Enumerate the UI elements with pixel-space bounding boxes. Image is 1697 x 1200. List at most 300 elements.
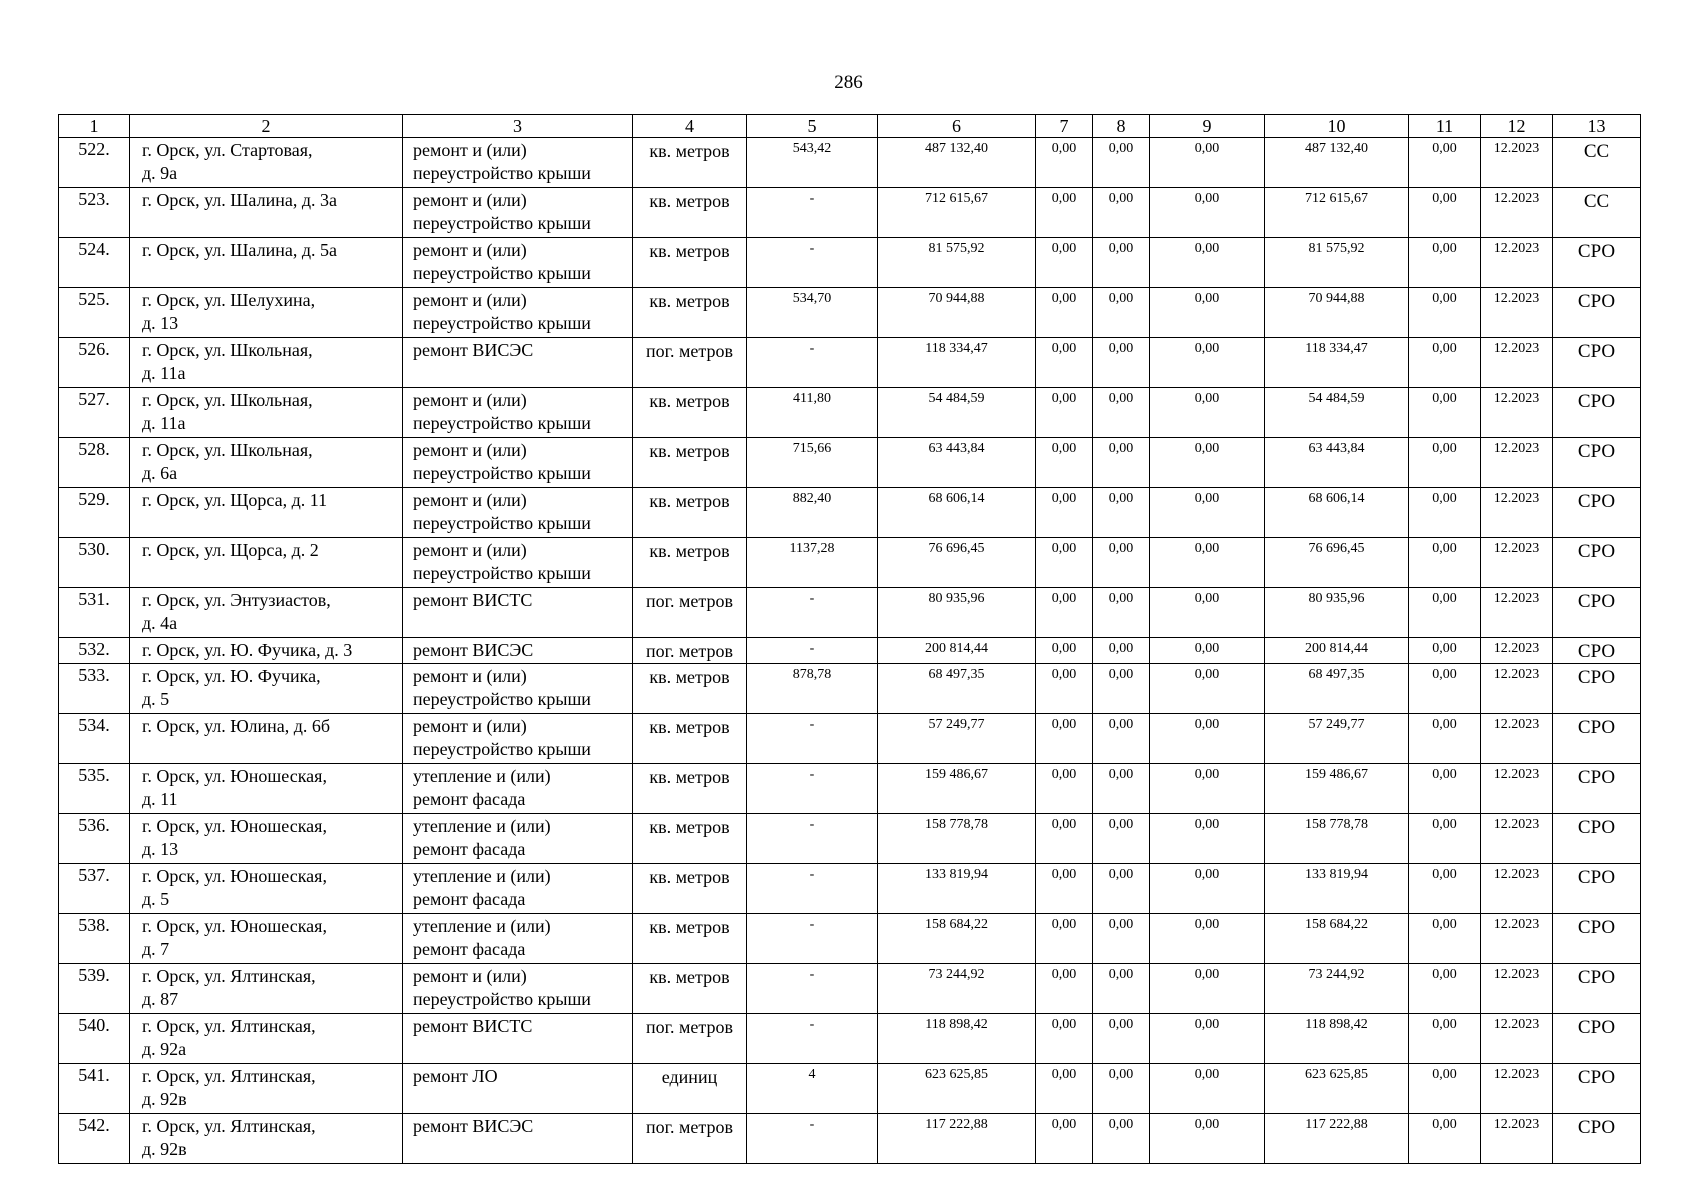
table-row (59, 1064, 1641, 1114)
address-line: г. Орск, ул. Ю. Фучика, д. 3 (142, 640, 353, 660)
address-line: г. Орск, ул. Шелухина, (142, 290, 316, 310)
table-row (59, 588, 1641, 638)
col7-cell: 0,00 (1036, 238, 1093, 288)
col7-cell: 0,00 (1036, 1064, 1093, 1114)
col11-cell: 0,00 (1409, 488, 1481, 538)
funding-source-cell: СРО (1553, 1014, 1641, 1064)
address-line: д. 9а (142, 163, 178, 183)
quantity-cell: - (747, 1114, 878, 1164)
completion-date-cell: 12.2023 (1481, 238, 1553, 288)
col9-cell: 0,00 (1150, 438, 1265, 488)
col8-cell: 0,00 (1093, 814, 1150, 864)
col11-cell: 0,00 (1409, 1114, 1481, 1164)
column-header-3: 3 (403, 115, 633, 138)
address-cell (130, 1014, 403, 1064)
address-line: г. Орск, ул. Юношеская, (142, 916, 327, 936)
col10-cell: 487 132,40 (1265, 138, 1409, 188)
total-cost-cell: 623 625,85 (878, 1064, 1036, 1114)
column-header-2: 2 (130, 115, 403, 138)
col7-cell: 0,00 (1036, 638, 1093, 664)
col7-cell: 0,00 (1036, 964, 1093, 1014)
work-type-cell (403, 964, 633, 1014)
address-cell (130, 864, 403, 914)
total-cost-cell: 159 486,67 (878, 764, 1036, 814)
row-number-cell: 527. (59, 388, 130, 438)
funding-source-cell: СРО (1553, 338, 1641, 388)
address-cell (130, 638, 403, 664)
col9-cell: 0,00 (1150, 388, 1265, 438)
address-line: д. 11а (142, 413, 186, 433)
work-type-line: переустройство крыши (413, 563, 591, 583)
unit-cell: кв. метров (633, 488, 747, 538)
work-type-line: ремонт и (или) (413, 290, 527, 310)
total-cost-cell: 63 443,84 (878, 438, 1036, 488)
col7-cell: 0,00 (1036, 1114, 1093, 1164)
work-type-cell (403, 864, 633, 914)
col8-cell: 0,00 (1093, 864, 1150, 914)
quantity-cell: - (747, 238, 878, 288)
row-number-cell: 536. (59, 814, 130, 864)
quantity-cell: - (747, 588, 878, 638)
address-line: г. Орск, ул. Ялтинская, (142, 1066, 316, 1086)
row-number-cell: 525. (59, 288, 130, 338)
address-line: д. 87 (142, 989, 179, 1009)
address-line: д. 6а (142, 463, 178, 483)
quantity-cell: - (747, 864, 878, 914)
total-cost-cell: 70 944,88 (878, 288, 1036, 338)
col7-cell: 0,00 (1036, 914, 1093, 964)
completion-date-cell: 12.2023 (1481, 1114, 1553, 1164)
col8-cell: 0,00 (1093, 1014, 1150, 1064)
work-type-line: утепление и (или) (413, 816, 551, 836)
work-type-line: ремонт ВИСЭС (413, 640, 534, 660)
col7-cell: 0,00 (1036, 588, 1093, 638)
col11-cell: 0,00 (1409, 288, 1481, 338)
table-row (59, 714, 1641, 764)
work-type-cell (403, 388, 633, 438)
col7-cell: 0,00 (1036, 714, 1093, 764)
work-type-cell (403, 188, 633, 238)
funding-source-cell: СРО (1553, 714, 1641, 764)
address-line: д. 5 (142, 889, 170, 909)
work-type-cell (403, 138, 633, 188)
col10-cell: 73 244,92 (1265, 964, 1409, 1014)
address-line: г. Орск, ул. Шалина, д. 5а (142, 240, 337, 260)
row-number-cell: 539. (59, 964, 130, 1014)
col11-cell: 0,00 (1409, 764, 1481, 814)
table-row (59, 864, 1641, 914)
address-cell (130, 188, 403, 238)
address-line: г. Орск, ул. Стартовая, (142, 140, 313, 160)
completion-date-cell: 12.2023 (1481, 588, 1553, 638)
col10-cell: 81 575,92 (1265, 238, 1409, 288)
col9-cell: 0,00 (1150, 764, 1265, 814)
funding-source-cell: СРО (1553, 638, 1641, 664)
work-type-cell (403, 288, 633, 338)
quantity-cell: - (747, 188, 878, 238)
table-row (59, 814, 1641, 864)
col10-cell: 200 814,44 (1265, 638, 1409, 664)
work-type-cell (403, 438, 633, 488)
col7-cell: 0,00 (1036, 1014, 1093, 1064)
work-type-line: ремонт ВИСЭС (413, 1116, 534, 1136)
col8-cell: 0,00 (1093, 664, 1150, 714)
unit-cell: кв. метров (633, 188, 747, 238)
work-type-line: переустройство крыши (413, 739, 591, 759)
work-type-line: ремонт и (или) (413, 666, 527, 686)
col9-cell: 0,00 (1150, 588, 1265, 638)
table-row (59, 338, 1641, 388)
work-type-cell (403, 1064, 633, 1114)
quantity-cell: 543,42 (747, 138, 878, 188)
col11-cell: 0,00 (1409, 1014, 1481, 1064)
completion-date-cell: 12.2023 (1481, 1064, 1553, 1114)
col10-cell: 117 222,88 (1265, 1114, 1409, 1164)
col8-cell: 0,00 (1093, 388, 1150, 438)
repair-registry-table (58, 114, 1641, 1164)
quantity-cell: 878,78 (747, 664, 878, 714)
address-line: г. Орск, ул. Ялтинская, (142, 1016, 316, 1036)
total-cost-cell: 57 249,77 (878, 714, 1036, 764)
unit-cell: пог. метров (633, 1114, 747, 1164)
unit-cell: кв. метров (633, 288, 747, 338)
unit-cell: кв. метров (633, 664, 747, 714)
total-cost-cell: 118 898,42 (878, 1014, 1036, 1064)
work-type-line: ремонт и (или) (413, 716, 527, 736)
quantity-cell: 715,66 (747, 438, 878, 488)
address-line: г. Орск, ул. Щорса, д. 2 (142, 540, 319, 560)
col9-cell: 0,00 (1150, 964, 1265, 1014)
total-cost-cell: 76 696,45 (878, 538, 1036, 588)
work-type-line: ремонт фасада (413, 939, 526, 959)
col10-cell: 68 606,14 (1265, 488, 1409, 538)
table-row (59, 488, 1641, 538)
col7-cell: 0,00 (1036, 538, 1093, 588)
col7-cell: 0,00 (1036, 138, 1093, 188)
quantity-cell: 411,80 (747, 388, 878, 438)
column-header-7: 7 (1036, 115, 1093, 138)
funding-source-cell: СРО (1553, 964, 1641, 1014)
work-type-line: ремонт ВИСТС (413, 590, 533, 610)
address-cell (130, 488, 403, 538)
col10-cell: 159 486,67 (1265, 764, 1409, 814)
table-body (59, 138, 1641, 1164)
col11-cell: 0,00 (1409, 864, 1481, 914)
work-type-line: ремонт и (или) (413, 966, 527, 986)
col8-cell: 0,00 (1093, 1064, 1150, 1114)
funding-source-cell: СРО (1553, 1114, 1641, 1164)
address-line: г. Орск, ул. Школьная, (142, 440, 313, 460)
col9-cell: 0,00 (1150, 288, 1265, 338)
address-line: д. 4а (142, 613, 178, 633)
row-number-cell: 542. (59, 1114, 130, 1164)
col10-cell: 54 484,59 (1265, 388, 1409, 438)
row-number-cell: 531. (59, 588, 130, 638)
work-type-line: ремонт и (или) (413, 440, 527, 460)
total-cost-cell: 133 819,94 (878, 864, 1036, 914)
address-line: г. Орск, ул. Школьная, (142, 390, 313, 410)
work-type-line: ремонт и (или) (413, 540, 527, 560)
completion-date-cell: 12.2023 (1481, 1014, 1553, 1064)
funding-source-cell: СРО (1553, 664, 1641, 714)
address-cell (130, 1114, 403, 1164)
quantity-cell: - (747, 1014, 878, 1064)
completion-date-cell: 12.2023 (1481, 288, 1553, 338)
total-cost-cell: 117 222,88 (878, 1114, 1036, 1164)
table-row (59, 638, 1641, 664)
address-line: г. Орск, ул. Щорса, д. 11 (142, 490, 328, 510)
funding-source-cell: СРО (1553, 864, 1641, 914)
address-line: г. Орск, ул. Ю. Фучика, (142, 666, 321, 686)
column-header-5: 5 (747, 115, 878, 138)
funding-source-cell: СРО (1553, 588, 1641, 638)
col8-cell: 0,00 (1093, 188, 1150, 238)
col11-cell: 0,00 (1409, 238, 1481, 288)
unit-cell: единиц (633, 1064, 747, 1114)
total-cost-cell: 158 684,22 (878, 914, 1036, 964)
address-line: д. 13 (142, 313, 179, 333)
funding-source-cell: СРО (1553, 1064, 1641, 1114)
col11-cell: 0,00 (1409, 138, 1481, 188)
address-line: г. Орск, ул. Юношеская, (142, 866, 327, 886)
row-number-cell: 538. (59, 914, 130, 964)
col9-cell: 0,00 (1150, 188, 1265, 238)
col7-cell: 0,00 (1036, 488, 1093, 538)
col8-cell: 0,00 (1093, 764, 1150, 814)
row-number-cell: 522. (59, 138, 130, 188)
completion-date-cell: 12.2023 (1481, 438, 1553, 488)
work-type-cell (403, 538, 633, 588)
col10-cell: 68 497,35 (1265, 664, 1409, 714)
completion-date-cell: 12.2023 (1481, 764, 1553, 814)
work-type-cell (403, 1014, 633, 1064)
unit-cell: пог. метров (633, 1014, 747, 1064)
funding-source-cell: СС (1553, 138, 1641, 188)
row-number-cell: 533. (59, 664, 130, 714)
table-row (59, 288, 1641, 338)
col9-cell: 0,00 (1150, 914, 1265, 964)
column-header-11: 11 (1409, 115, 1481, 138)
unit-cell: кв. метров (633, 714, 747, 764)
col10-cell: 118 334,47 (1265, 338, 1409, 388)
address-line: г. Орск, ул. Шалина, д. 3а (142, 190, 337, 210)
work-type-line: ремонт и (или) (413, 240, 527, 260)
unit-cell: кв. метров (633, 914, 747, 964)
col11-cell: 0,00 (1409, 714, 1481, 764)
col9-cell: 0,00 (1150, 538, 1265, 588)
table-row (59, 1014, 1641, 1064)
col8-cell: 0,00 (1093, 914, 1150, 964)
work-type-cell (403, 914, 633, 964)
completion-date-cell: 12.2023 (1481, 538, 1553, 588)
col8-cell: 0,00 (1093, 488, 1150, 538)
funding-source-cell: СРО (1553, 764, 1641, 814)
work-type-line: ремонт фасада (413, 789, 526, 809)
address-line: г. Орск, ул. Юлина, д. 6б (142, 716, 331, 736)
col10-cell: 80 935,96 (1265, 588, 1409, 638)
address-line: д. 7 (142, 939, 170, 959)
completion-date-cell: 12.2023 (1481, 964, 1553, 1014)
col11-cell: 0,00 (1409, 538, 1481, 588)
row-number-cell: 541. (59, 1064, 130, 1114)
total-cost-cell: 73 244,92 (878, 964, 1036, 1014)
table-row (59, 1114, 1641, 1164)
row-number-cell: 529. (59, 488, 130, 538)
completion-date-cell: 12.2023 (1481, 338, 1553, 388)
address-line: д. 92в (142, 1139, 187, 1159)
col9-cell: 0,00 (1150, 1014, 1265, 1064)
col11-cell: 0,00 (1409, 664, 1481, 714)
address-line: д. 5 (142, 689, 170, 709)
address-cell (130, 714, 403, 764)
funding-source-cell: СРО (1553, 914, 1641, 964)
row-number-cell: 540. (59, 1014, 130, 1064)
address-cell (130, 538, 403, 588)
quantity-cell: - (747, 964, 878, 1014)
work-type-cell (403, 764, 633, 814)
col10-cell: 158 684,22 (1265, 914, 1409, 964)
column-header-9: 9 (1150, 115, 1265, 138)
col11-cell: 0,00 (1409, 914, 1481, 964)
total-cost-cell: 81 575,92 (878, 238, 1036, 288)
col10-cell: 70 944,88 (1265, 288, 1409, 338)
table-row (59, 138, 1641, 188)
col11-cell: 0,00 (1409, 588, 1481, 638)
table-row (59, 764, 1641, 814)
col8-cell: 0,00 (1093, 538, 1150, 588)
quantity-cell: 1137,28 (747, 538, 878, 588)
row-number-cell: 537. (59, 864, 130, 914)
col11-cell: 0,00 (1409, 638, 1481, 664)
unit-cell: пог. метров (633, 588, 747, 638)
total-cost-cell: 487 132,40 (878, 138, 1036, 188)
funding-source-cell: СРО (1553, 438, 1641, 488)
table-row (59, 238, 1641, 288)
quantity-cell: - (747, 714, 878, 764)
funding-source-cell: СРО (1553, 238, 1641, 288)
table-row (59, 188, 1641, 238)
address-cell (130, 338, 403, 388)
work-type-line: утепление и (или) (413, 916, 551, 936)
address-cell (130, 238, 403, 288)
completion-date-cell: 12.2023 (1481, 814, 1553, 864)
work-type-line: ремонт и (или) (413, 190, 527, 210)
work-type-cell (403, 664, 633, 714)
address-cell (130, 814, 403, 864)
table-row (59, 964, 1641, 1014)
unit-cell: кв. метров (633, 964, 747, 1014)
completion-date-cell: 12.2023 (1481, 388, 1553, 438)
total-cost-cell: 68 497,35 (878, 664, 1036, 714)
funding-source-cell: СРО (1553, 488, 1641, 538)
work-type-line: переустройство крыши (413, 213, 591, 233)
completion-date-cell: 12.2023 (1481, 714, 1553, 764)
work-type-line: ремонт фасада (413, 889, 526, 909)
col11-cell: 0,00 (1409, 438, 1481, 488)
col8-cell: 0,00 (1093, 338, 1150, 388)
address-cell (130, 388, 403, 438)
row-number-cell: 528. (59, 438, 130, 488)
col11-cell: 0,00 (1409, 814, 1481, 864)
address-cell (130, 964, 403, 1014)
completion-date-cell: 12.2023 (1481, 914, 1553, 964)
work-type-cell (403, 338, 633, 388)
col9-cell: 0,00 (1150, 138, 1265, 188)
work-type-line: утепление и (или) (413, 866, 551, 886)
total-cost-cell: 712 615,67 (878, 188, 1036, 238)
completion-date-cell: 12.2023 (1481, 864, 1553, 914)
address-line: д. 11а (142, 363, 186, 383)
work-type-line: ремонт и (или) (413, 490, 527, 510)
row-number-cell: 532. (59, 638, 130, 664)
completion-date-cell: 12.2023 (1481, 488, 1553, 538)
address-line: д. 13 (142, 839, 179, 859)
address-line: г. Орск, ул. Ялтинская, (142, 1116, 316, 1136)
col7-cell: 0,00 (1036, 188, 1093, 238)
col7-cell: 0,00 (1036, 764, 1093, 814)
work-type-line: переустройство крыши (413, 689, 591, 709)
column-header-13: 13 (1553, 115, 1641, 138)
col10-cell: 712 615,67 (1265, 188, 1409, 238)
col7-cell: 0,00 (1036, 664, 1093, 714)
funding-source-cell: СРО (1553, 388, 1641, 438)
work-type-line: переустройство крыши (413, 263, 591, 283)
quantity-cell: - (747, 814, 878, 864)
completion-date-cell: 12.2023 (1481, 638, 1553, 664)
col9-cell: 0,00 (1150, 488, 1265, 538)
address-line: г. Орск, ул. Юношеская, (142, 816, 327, 836)
quantity-cell: - (747, 338, 878, 388)
col11-cell: 0,00 (1409, 1064, 1481, 1114)
column-header-1: 1 (59, 115, 130, 138)
total-cost-cell: 54 484,59 (878, 388, 1036, 438)
row-number-cell: 523. (59, 188, 130, 238)
col8-cell: 0,00 (1093, 138, 1150, 188)
col9-cell: 0,00 (1150, 664, 1265, 714)
completion-date-cell: 12.2023 (1481, 664, 1553, 714)
quantity-cell: - (747, 638, 878, 664)
column-header-4: 4 (633, 115, 747, 138)
unit-cell: кв. метров (633, 538, 747, 588)
col8-cell: 0,00 (1093, 288, 1150, 338)
quantity-cell: 4 (747, 1064, 878, 1114)
unit-cell: кв. метров (633, 238, 747, 288)
address-cell (130, 588, 403, 638)
work-type-cell (403, 488, 633, 538)
work-type-line: переустройство крыши (413, 989, 591, 1009)
work-type-line: ремонт и (или) (413, 140, 527, 160)
address-line: г. Орск, ул. Ялтинская, (142, 966, 316, 986)
col8-cell: 0,00 (1093, 964, 1150, 1014)
total-cost-cell: 118 334,47 (878, 338, 1036, 388)
col9-cell: 0,00 (1150, 338, 1265, 388)
col8-cell: 0,00 (1093, 638, 1150, 664)
address-cell (130, 1064, 403, 1114)
total-cost-cell: 158 778,78 (878, 814, 1036, 864)
col10-cell: 118 898,42 (1265, 1014, 1409, 1064)
col10-cell: 133 819,94 (1265, 864, 1409, 914)
col7-cell: 0,00 (1036, 814, 1093, 864)
col10-cell: 623 625,85 (1265, 1064, 1409, 1114)
unit-cell: пог. метров (633, 338, 747, 388)
unit-cell: кв. метров (633, 138, 747, 188)
col9-cell: 0,00 (1150, 814, 1265, 864)
col7-cell: 0,00 (1036, 338, 1093, 388)
unit-cell: кв. метров (633, 814, 747, 864)
col7-cell: 0,00 (1036, 288, 1093, 338)
address-line: г. Орск, ул. Энтузиастов, (142, 590, 331, 610)
unit-cell: кв. метров (633, 438, 747, 488)
